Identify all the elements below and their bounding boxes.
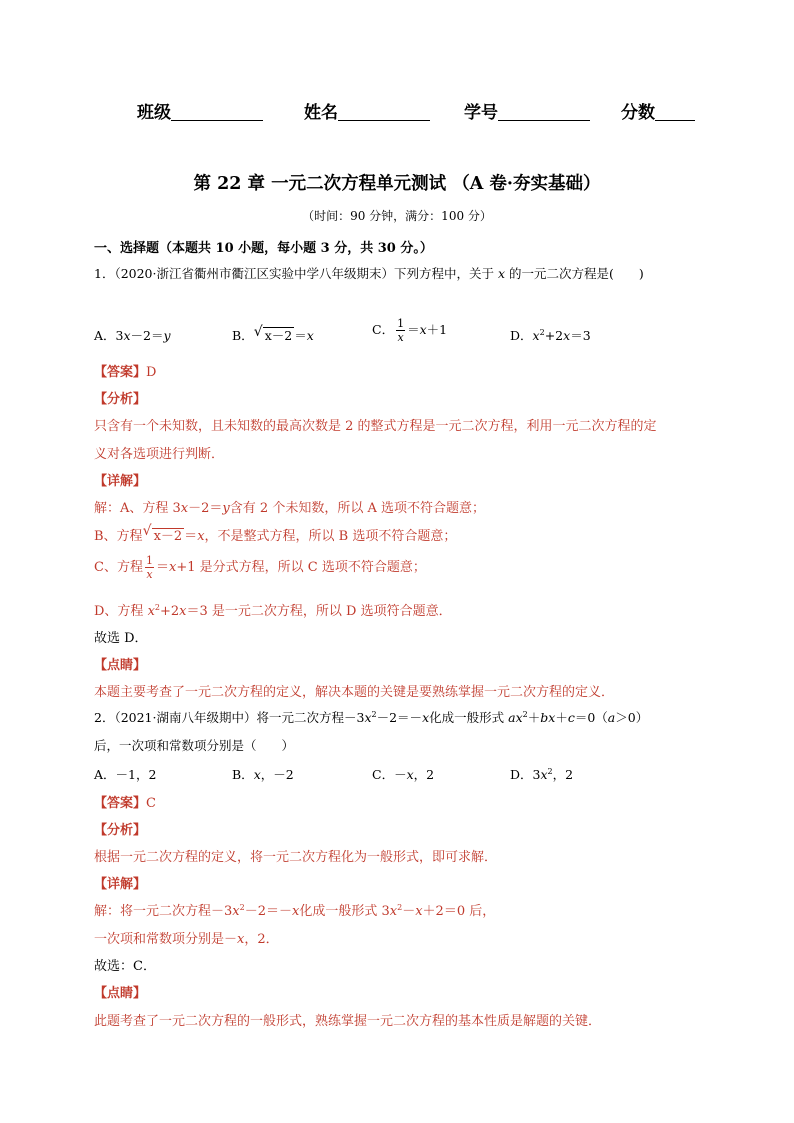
radicand: x－2 bbox=[264, 328, 293, 343]
q1-option-b-label: B． bbox=[232, 328, 254, 343]
q2-option-b-label: B． bbox=[232, 767, 254, 782]
exponent: 2 bbox=[397, 903, 403, 912]
var-y: y bbox=[222, 501, 230, 516]
page-title: 第 22 章 一元二次方程单元测试 （A 卷·夯实基础） bbox=[193, 174, 601, 194]
q2-detail-tag: 【详解】 bbox=[94, 877, 147, 892]
q1-option-d[interactable] bbox=[510, 326, 591, 344]
exponent: 2 bbox=[539, 328, 545, 337]
exponent: 2 bbox=[522, 710, 528, 719]
detail-text: ＝ bbox=[184, 529, 198, 544]
q2-stem-text: ＝0（ bbox=[574, 710, 608, 725]
var-x: x bbox=[237, 932, 245, 947]
detail-text: ＝ bbox=[155, 560, 169, 575]
q1-conclusion: 故选 D． bbox=[94, 631, 148, 646]
q1-option-a[interactable] bbox=[94, 326, 171, 344]
var-x: x bbox=[123, 328, 131, 343]
q1-option-b-tail: ＝ bbox=[294, 328, 307, 343]
q2-detail-line1 bbox=[94, 900, 495, 919]
q1-detail-line1 bbox=[94, 497, 485, 516]
var-x: x bbox=[419, 322, 427, 337]
class-label: 班级 bbox=[137, 103, 171, 123]
q1-option-b[interactable] bbox=[232, 326, 314, 344]
detail-text: 解：A、方程 3 bbox=[94, 501, 181, 516]
q2-option-c[interactable] bbox=[372, 765, 434, 783]
var-c: c bbox=[567, 710, 575, 725]
q1-detail-line2 bbox=[94, 525, 456, 544]
numerator: 1 bbox=[397, 317, 405, 330]
detail-text: D、方程 bbox=[94, 604, 148, 619]
var-x: x bbox=[253, 767, 261, 782]
q2-option-d-label: D．3 bbox=[510, 767, 541, 782]
answer-tag: 【答案】 bbox=[94, 365, 147, 380]
var-a: a bbox=[508, 710, 516, 725]
q1-option-d-tail: ＝3 bbox=[570, 328, 591, 343]
student-id-field bbox=[464, 98, 590, 123]
answer-value: C bbox=[146, 796, 156, 811]
var-x: x bbox=[364, 710, 372, 725]
student-info-header bbox=[0, 98, 794, 124]
exponent: 2 bbox=[239, 903, 245, 912]
var-x: x bbox=[180, 501, 189, 516]
var-x: x bbox=[168, 560, 177, 575]
var-x: x bbox=[197, 529, 205, 544]
q2-stem-text: ＋ bbox=[555, 710, 568, 725]
var-x: x bbox=[548, 710, 556, 725]
exponent: 2 bbox=[547, 767, 553, 776]
q2-stem-text: 2．（2021·湖南八年级期中）将一元二次方程－3 bbox=[94, 710, 365, 725]
detail-text: －2＝ bbox=[188, 501, 223, 516]
q1-analysis-line1: 只含有一个未知数，且未知数的最高次数是 2 的整式方程是一元二次方程，利用一元二次方程的定 bbox=[94, 419, 657, 434]
q1-detail-line4 bbox=[94, 600, 452, 619]
q2-comment: 此题考查了一元二次方程的一般形式，熟练掌握一元二次方程的基本性质是解题的关键． bbox=[94, 1014, 602, 1029]
q1-option-a-label: A．3 bbox=[94, 328, 124, 343]
var-x: x bbox=[515, 710, 523, 725]
name-label: 姓名 bbox=[304, 103, 338, 123]
q2-analysis-tag: 【分析】 bbox=[94, 823, 147, 838]
name-blank[interactable] bbox=[338, 102, 430, 121]
class-blank[interactable] bbox=[171, 102, 263, 121]
score-blank[interactable] bbox=[655, 102, 695, 121]
student-id-blank[interactable] bbox=[498, 102, 590, 121]
q2-stem-text: ＞0） bbox=[615, 710, 649, 725]
q2-stem bbox=[94, 708, 648, 726]
score-label: 分数 bbox=[621, 103, 655, 123]
numerator: 1 bbox=[145, 554, 153, 567]
detail-text: ，2． bbox=[244, 932, 279, 947]
q2-option-a[interactable]: A．－1，2 bbox=[94, 767, 157, 782]
page-subtitle: （时间：90 分钟，满分：100 分） bbox=[302, 209, 492, 223]
q2-answer bbox=[94, 792, 156, 811]
q2-stem-text: －2＝－ bbox=[376, 710, 423, 725]
q1-option-d-mid: +2 bbox=[544, 328, 564, 343]
q2-option-b-tail: ，－2 bbox=[260, 767, 294, 782]
q1-stem-text-end: 的一元二次方程是( ) bbox=[509, 266, 644, 281]
denominator: x bbox=[146, 568, 153, 581]
detail-text: 一次项和常数项分别是－ bbox=[94, 932, 238, 947]
detail-text: ＋2＝0 后， bbox=[422, 904, 496, 919]
radicand: x－2 bbox=[153, 529, 183, 544]
student-id-label: 学号 bbox=[464, 103, 498, 123]
detail-text: +1 是分式方程，所以 C 选项不符合题意； bbox=[176, 560, 426, 575]
q1-comment-tag: 【点睛】 bbox=[94, 658, 147, 673]
q2-option-b[interactable] bbox=[232, 765, 294, 783]
var-x: x bbox=[406, 767, 414, 782]
score-field bbox=[621, 98, 695, 123]
q1-detail-line3 bbox=[94, 555, 426, 580]
q2-detail-line2 bbox=[94, 928, 279, 947]
var-a: a bbox=[607, 710, 616, 725]
var-x: x bbox=[179, 604, 187, 619]
q1-option-c-tail: ＋1 bbox=[426, 322, 448, 337]
var-x: x bbox=[422, 710, 430, 725]
answer-value: D bbox=[146, 365, 157, 380]
q1-option-c[interactable]: C． $\frac{1}{x}$ ＝x＋1 bbox=[372, 317, 448, 344]
detail-text: ＝3 是一元二次方程，所以 D 选项符合题意． bbox=[186, 604, 452, 619]
var-x: x bbox=[415, 904, 423, 919]
var-x: x bbox=[147, 604, 155, 619]
q1-stem-var: x bbox=[497, 266, 506, 281]
q1-stem-text: 1．（2020·浙江省衢州市衢江区实验中学八年级期末）下列方程中，关于 bbox=[94, 266, 494, 281]
detail-text: －2＝－ bbox=[244, 904, 292, 919]
q2-option-c-label: C．－ bbox=[372, 767, 407, 782]
var-x: x bbox=[232, 904, 240, 919]
var-x: x bbox=[563, 328, 571, 343]
q1-stem bbox=[94, 264, 644, 282]
q1-analysis-line2: 义对各选项进行判断． bbox=[94, 447, 225, 462]
detail-text: +2 bbox=[160, 604, 180, 619]
var-x: x bbox=[540, 767, 548, 782]
q1-detail-tag: 【详解】 bbox=[94, 474, 147, 489]
exponent: 2 bbox=[371, 710, 377, 719]
var-x: x bbox=[389, 904, 398, 919]
detail-text: B、方程 bbox=[94, 529, 143, 544]
detail-text: 解：将一元二次方程－3 bbox=[94, 904, 233, 919]
q2-stem-line2: 后，一次项和常数项分别是（ ） bbox=[94, 738, 295, 753]
q1-option-c-label: C． bbox=[372, 322, 395, 337]
q2-option-d-tail: ，2 bbox=[552, 767, 574, 782]
var-x: x bbox=[292, 904, 300, 919]
denominator: x bbox=[397, 331, 404, 344]
q2-stem-text: ＋ bbox=[527, 710, 541, 725]
detail-text: 含有 2 个未知数，所以 A 选项不符合题意； bbox=[229, 501, 485, 516]
q1-analysis-tag: 【分析】 bbox=[94, 392, 147, 407]
q2-conclusion: 故选：C． bbox=[94, 959, 156, 974]
q1-option-a-tail: －2＝ bbox=[130, 328, 164, 343]
var-y: y bbox=[163, 328, 171, 343]
answer-tag: 【答案】 bbox=[94, 796, 147, 811]
sqrt-expression: √ x－2 bbox=[253, 324, 293, 343]
q2-option-d[interactable] bbox=[510, 765, 573, 783]
q2-comment-tag: 【点睛】 bbox=[94, 986, 147, 1001]
detail-text: C、方程 bbox=[94, 560, 143, 575]
var-x: x bbox=[532, 328, 540, 343]
q2-option-c-tail: ，2 bbox=[413, 767, 435, 782]
name-field bbox=[304, 98, 430, 123]
q2-analysis: 根据一元二次方程的定义，将一元二次方程化为一般形式，即可求解． bbox=[94, 850, 498, 865]
q1-answer bbox=[94, 361, 156, 380]
fraction bbox=[145, 555, 154, 580]
q1-option-d-label: D． bbox=[510, 328, 533, 343]
q2-stem-text: 化成一般形式 bbox=[429, 710, 509, 725]
var-b: b bbox=[540, 710, 549, 725]
section-heading: 一、选择题（本题共 10 小题，每小题 3 分，共 30 分。） bbox=[94, 241, 433, 256]
class-field bbox=[137, 98, 263, 123]
detail-text: 化成一般形式 3 bbox=[299, 904, 390, 919]
sqrt-expression: √ x－2 bbox=[142, 523, 183, 544]
var-x: x bbox=[306, 328, 314, 343]
q1-comment: 本题主要考查了一元二次方程的定义，解决本题的关键是要熟练掌握一元二次方程的定义． bbox=[94, 685, 615, 700]
exponent: 2 bbox=[154, 603, 160, 612]
fraction bbox=[396, 318, 405, 343]
detail-text: － bbox=[402, 904, 416, 919]
detail-text: ，不是整式方程，所以 B 选项不符合题意； bbox=[204, 529, 457, 544]
